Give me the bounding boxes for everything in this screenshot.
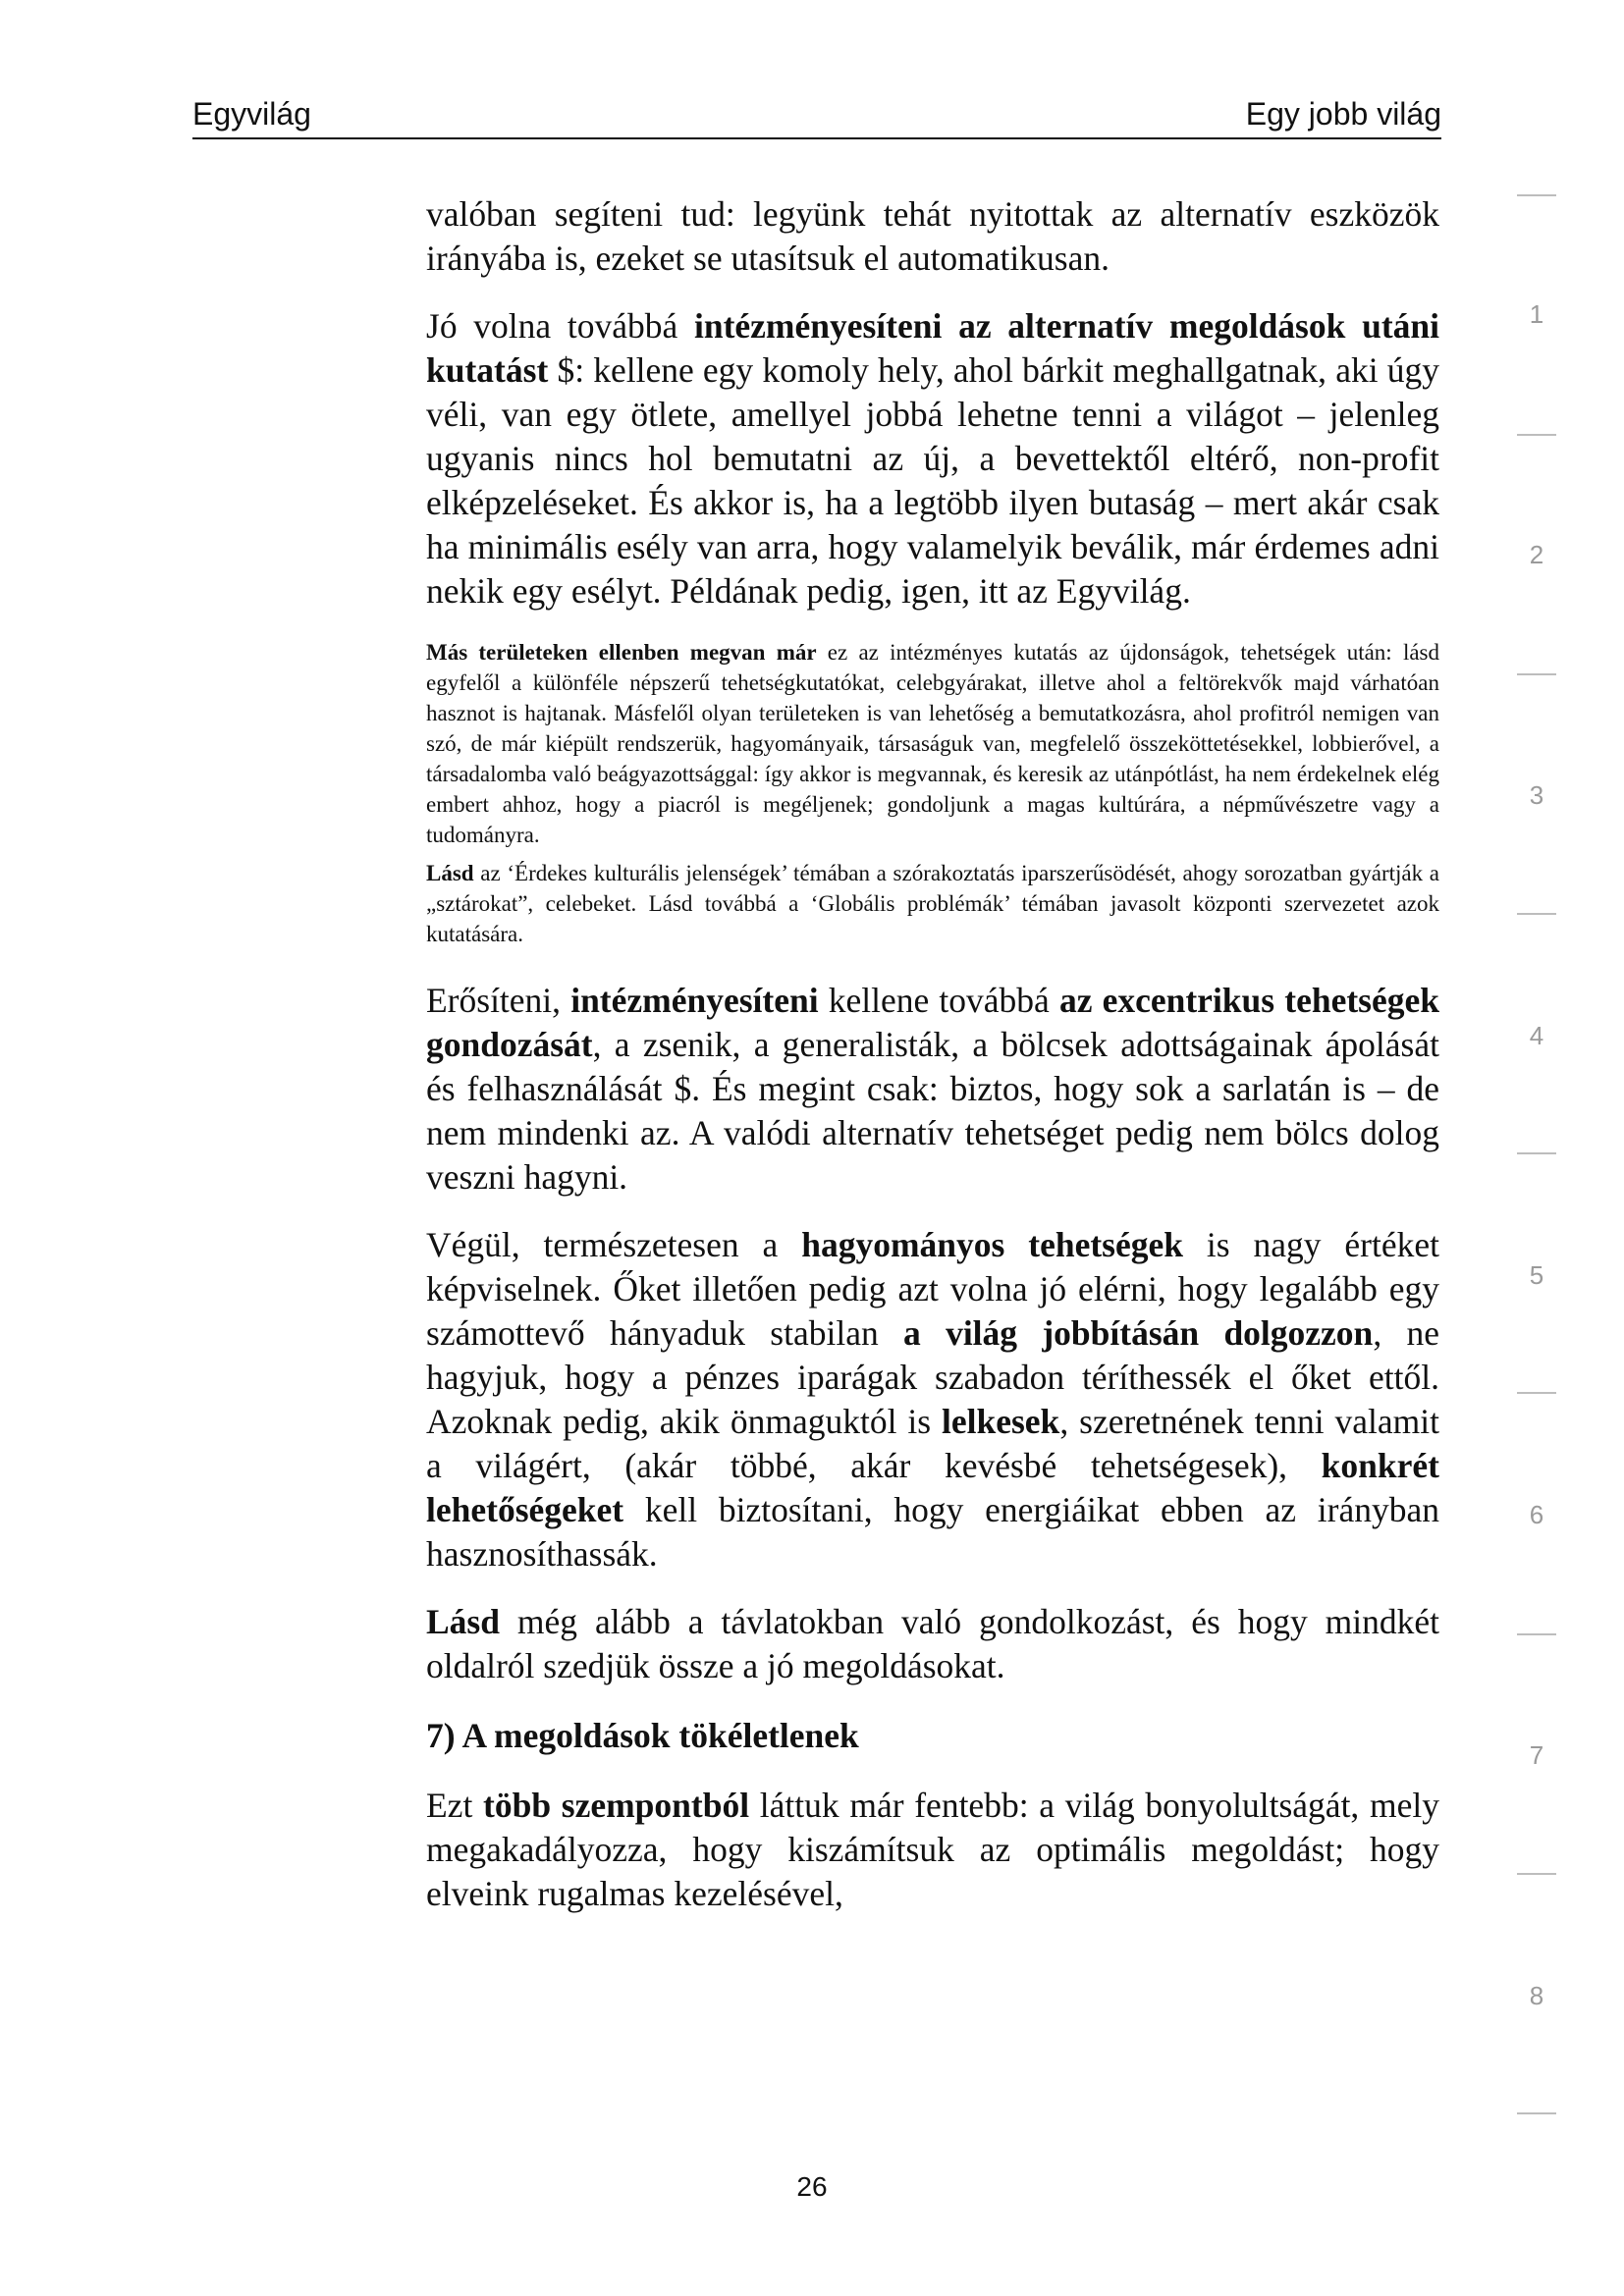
note-paragraph-2 [426, 858, 1439, 949]
paragraph-text: Erősíteni, [426, 981, 571, 1020]
margin-tick [1517, 434, 1556, 436]
bold-phrase: a világ jobbításán dolgozzon [903, 1313, 1374, 1353]
paragraph-text: még alább a távlatokban való gondolkozást, és hogy mindkét oldalról szedjük össze a jó megoldásokat. [426, 1602, 1439, 1685]
paragraph-6 [426, 1784, 1439, 1916]
paragraph-text: , ne hagyjuk, hogy a pénzes iparágak szabadon téríthessék el őket ettől. Azoknak pedig, akik önmaguktól is [426, 1313, 1439, 1441]
bold-phrase: az excentrikus tehetségek gondozását [426, 981, 1439, 1064]
paragraph-3 [426, 979, 1439, 1200]
margin-tick [1517, 1392, 1556, 1394]
bold-phrase: több szempontból [483, 1786, 750, 1825]
margin-tick [1517, 2112, 1556, 2114]
note-paragraph-1 [426, 637, 1439, 850]
paragraph-text: is nagy értéket képviselnek. Őket illetően pedig azt volna jó elérni, hogy legalább egy számottevő hányaduk stabilan [426, 1225, 1439, 1353]
margin-tick [1517, 673, 1556, 675]
header-left-title: Egyvilág [192, 96, 311, 132]
section-heading: 7) A megoldások tökéletlenek [426, 1716, 859, 1755]
running-header [192, 96, 1441, 139]
paragraph-text: , a zsenik, a generalisták, a bölcsek adottságainak ápolását és felhasználását $. És megint csak: biztos, hogy sok a sarlatán is – de nem mindenki az. A valódi alternatív tehetséget pedig nem bölcs dolog veszni hagyni. [426, 1025, 1439, 1197]
bold-phrase: konkrét lehetőségeket [426, 1446, 1439, 1529]
margin-tick [1517, 1152, 1556, 1154]
paragraph-1 [426, 192, 1439, 281]
paragraph-text: Ezt [426, 1786, 484, 1825]
paragraph-4 [426, 1223, 1439, 1576]
margin-number: 3 [1529, 780, 1544, 810]
margin-tick [1517, 1633, 1556, 1635]
margin-number: 8 [1529, 1981, 1544, 2010]
bold-phrase: intézményesíteni az alternatív megoldások utáni kutatást [426, 306, 1440, 390]
bold-phrase: Lásd [426, 861, 474, 885]
page-body [426, 192, 1439, 1916]
margin-tick [1517, 1873, 1556, 1875]
margin-tick [1517, 913, 1556, 915]
bold-phrase: intézményesíteni [570, 981, 819, 1020]
paragraph-text: Jó volna továbbá [426, 306, 694, 346]
margin-number: 7 [1529, 1740, 1544, 1770]
header-right-title: Egy jobb világ [1245, 96, 1441, 132]
note-text: az ‘Érdekes kulturális jelenségek’ témában a szórakoztatás iparszerűsödését, ahogy sorozatban gyártják a „sztárokat”, celebeket. Lásd továbbá a ‘Globális problémák’ témában javasolt központi szervezetet azok kutatására. [426, 861, 1439, 946]
paragraph-text: valóban segíteni tud: legyünk tehát nyitottak az alternatív eszközök irányába is, ezeket se utasítsuk el automatikusan. [426, 194, 1439, 278]
bold-phrase: hagyományos tehetségek [801, 1225, 1183, 1264]
margin-tick [1517, 194, 1556, 196]
paragraph-5 [426, 1600, 1439, 1688]
margin-number: 4 [1529, 1021, 1544, 1050]
paragraph-text: Végül, természetesen a [426, 1225, 802, 1264]
bold-phrase: lelkesek [942, 1402, 1060, 1441]
paragraph-text: láttuk már fentebb: a világ bonyolultságát, mely megakadályozza, hogy kiszámítsuk az optimális megoldást; hogy elveink rugalmas kezelésével, [426, 1786, 1439, 1913]
paragraph-text: , szeretnének tenni valamit a világért, (akár többé, akár kevésbé tehetségesek), [426, 1402, 1439, 1485]
bold-phrase: Lásd [426, 1602, 500, 1641]
bold-phrase: Más területeken ellenben megvan már [426, 640, 817, 665]
paragraph-text: kell biztosítani, hogy energiáikat ebben az irányban hasznosíthassák. [426, 1490, 1439, 1574]
paragraph-2 [426, 304, 1439, 614]
line-number-margin [1517, 0, 1556, 2296]
margin-number: 6 [1529, 1500, 1544, 1529]
note-text: ez az intézményes kutatás az újdonságok, tehetségek után: lásd egyfelől a különféle népszerű tehetségkutatókat, celebgyárakat, illetve ahol a feltörekvők majd várhatóan hasznot is hajtanak. Másfelől olyan területeken is van lehetőség a bemutatkozásra, ahol profitról nemigen van szó, de már kiépült rendszerük, hagyományaik, társaságuk van, megfelelő összeköttetésekkel, lobbierővel, a társadalomba való beágyazottsággal: így akkor is megvannak, és keresik az utánpótlást, ha nem érdekelnek elég embert ahhoz, hogy a piacról is megéljenek; gondoljunk a magas kultúrára, a népművészetre vagy a tudományra. [426, 640, 1439, 847]
paragraph-text: $: kellene egy komoly hely, ahol bárkit meghallgatnak, aki úgy véli, van egy ötlete, amellyel jobbá lehetne tenni a világot – jelenleg ugyanis nincs hol bemutatni az új, a bevettektől eltérő, non-profit elképzeléseket. És akkor is, ha a legtöbb ilyen butaság – mert akár csak ha minimális esély van arra, hogy valamelyik beválik, már érdemes adni nekik egy esélyt. Példának pedig, igen, itt az Egyvilág. [426, 350, 1439, 611]
margin-number: 2 [1529, 540, 1544, 569]
margin-number: 1 [1529, 299, 1544, 329]
paragraph-text: kellene továbbá [818, 981, 1059, 1020]
page-number: 26 [796, 2171, 828, 2202]
margin-number: 5 [1529, 1260, 1544, 1290]
